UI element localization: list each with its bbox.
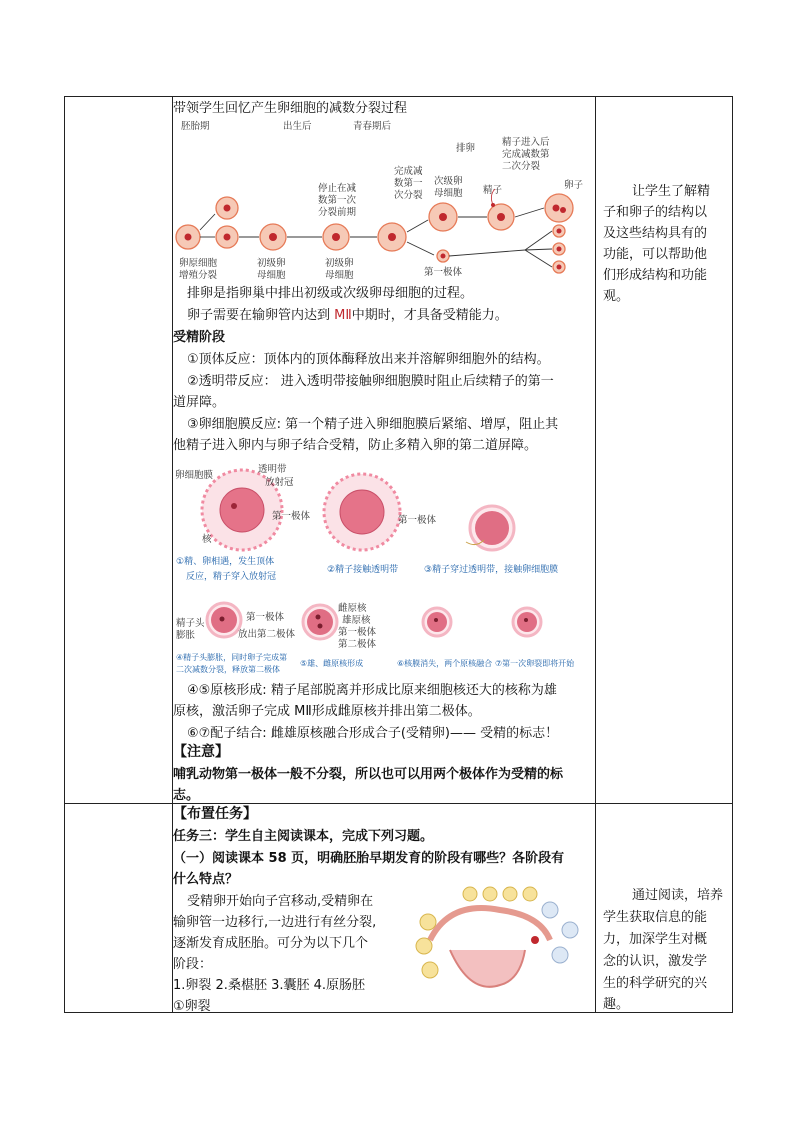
stage-embryo: 胚胎期 — [181, 121, 210, 132]
caption-3: ③精子穿过透明带，接触卵细胞膜 — [424, 565, 559, 575]
label-nucleus: 核 — [202, 534, 212, 545]
caption-1b: 反应，精子穿入放射冠 — [186, 572, 277, 582]
label-release: 放出第二极体 — [238, 629, 296, 640]
ovulation-text: 排卵是指卵巢中排出初级或次级卵母细胞的过程。 — [187, 286, 474, 301]
step3-text-b: 他精子进入卵内与卵子结合受精，防止多精入卵的第二道屏障。 — [173, 438, 538, 453]
caption-6: ⑥核膜消失，两个原核融合 — [397, 659, 493, 668]
stage-puberty: 青春期后 — [353, 121, 392, 132]
stages-list: 1.卵裂 2.桑椹胚 3.囊胚 4.原肠胚 — [173, 978, 366, 993]
label-zona: 透明带 — [258, 464, 287, 475]
objective2-line3: 力，加深学生对概 — [603, 932, 708, 947]
question1-a: （一）阅读课本 58 页，明确胚胎早期发育的阶段有哪些？各阶段有 — [173, 851, 565, 866]
egg-text-pre: 卵子需要在输卵管内达到 — [187, 308, 335, 323]
intro-text: 带领学生回忆产生卵细胞的减数分裂过程 — [173, 101, 408, 116]
caption-2: ②精子接触透明带 — [327, 565, 399, 575]
objective1-line6: 观。 — [603, 289, 630, 304]
step2-text-a: ②透明带反应： 进入透明带接触卵细胞膜时阻止后续精子的第一 — [187, 374, 554, 389]
step45-text-b: 原核，激活卵子完成 MⅡ形成雌原核并排出第二极体。 — [173, 704, 481, 719]
label-egg: 卵子 — [564, 180, 584, 191]
label-oogonia-2: 增殖分裂 — [179, 270, 218, 281]
label-sperm-head-2: 膨胀 — [176, 630, 196, 641]
objective1-line2: 子和卵子的结构以 — [603, 205, 708, 220]
paragraph-line1: 受精卵开始向子宫移动,受精卵在 — [187, 894, 374, 909]
egg-capacity-text — [187, 305, 508, 326]
label-ovulation: 排卵 — [456, 143, 476, 154]
label-primary2-1: 初级卵 — [325, 258, 354, 269]
stage-after-birth: 出生后 — [283, 121, 312, 132]
label-primary-1: 初级卵 — [257, 258, 286, 269]
label-polar1: 第一极体 — [272, 511, 311, 522]
step1-text: ①顶体反应：顶体内的顶体酶释放出来并溶解卵细胞外的结构。 — [187, 352, 550, 367]
label-secondary-2: 母细胞 — [434, 188, 463, 199]
objective2-line4: 念的认识，激发学 — [603, 954, 708, 969]
step67-text: ⑥⑦配子结合: 雌雄原核融合形成合子(受精卵)—— 受精的标志！ — [187, 726, 559, 741]
task-title: 【布置任务】 — [173, 806, 257, 822]
label-polar-body: 第一极体 — [424, 267, 463, 278]
caption-5: ⑤雄、雌原核形成 — [300, 659, 364, 668]
egg-text-highlight: MⅡ — [334, 308, 352, 323]
caption-1a: ①精、卵相遇，发生顶体 — [176, 557, 275, 567]
label-complete-1: 完成减 — [394, 166, 423, 177]
label-sperm-head-1: 精子头 — [176, 618, 205, 629]
paragraph-line3: 逐渐发育成胚胎。可分为以下几个 — [173, 936, 369, 951]
objective2-line1: 通过阅读，培养 — [632, 888, 724, 903]
label-sperm: 精子 — [483, 185, 503, 196]
column-divider-2 — [595, 97, 596, 1012]
caption-4b: 二次减数分裂，释放第二极体 — [176, 665, 280, 674]
step3-text-a: ③卵细胞膜反应: 第一个精子进入卵细胞膜后紧缩、增厚，阻止其 — [187, 417, 559, 432]
caption-7: ⑦第一次卵裂即将开始 — [495, 659, 575, 668]
label-male: 雄原核 — [342, 615, 371, 626]
question1-b: 什么特点？ — [173, 872, 239, 887]
label-primary-2: 母细胞 — [257, 270, 286, 281]
label-polar2: 第一极体 — [398, 515, 437, 526]
label-stop-3: 分裂前期 — [318, 207, 357, 218]
objective1-line4: 功能，可以帮助他 — [603, 247, 708, 262]
objective1-line1: 让学生了解精 — [632, 184, 711, 199]
label-primary2-2: 母细胞 — [325, 270, 354, 281]
step2-text-b: 道屏障。 — [173, 395, 226, 410]
row-divider — [65, 803, 732, 804]
note-text-a: 哺乳动物第一极体一般不分裂，所以也可以用两个极体作为受精的标 — [173, 767, 564, 782]
label-polar5: 第二极体 — [338, 639, 377, 650]
label-sperm-enter-1: 精子进入后 — [502, 137, 550, 148]
label-corona: 放射冠 — [265, 477, 294, 488]
embryo-development-figure — [410, 880, 585, 1000]
label-polar4: 第一极体 — [338, 627, 377, 638]
label-membrane: 卵细胞膜 — [175, 470, 214, 481]
objective2-line5: 生的科学研究的兴 — [603, 976, 708, 991]
paragraph-line2: 输卵管一边移行,一边进行有丝分裂, — [173, 915, 377, 930]
task3-text: 任务三：学生自主阅读课本，完成下列习题。 — [173, 829, 434, 844]
label-complete-3: 次分裂 — [394, 190, 423, 201]
objective1-line5: 们形成结构和功能 — [603, 268, 708, 283]
label-oogonia-1: 卵原细胞 — [179, 258, 218, 269]
fertilization-title: 受精阶段 — [173, 330, 226, 345]
egg-text-post: 中期时，才具备受精能力。 — [351, 308, 508, 323]
paragraph-line4: 阶段： — [173, 957, 213, 972]
label-polar3: 第一极体 — [246, 612, 285, 623]
step45-text-a: ④⑤原核形成: 精子尾部脱离并形成比原来细胞核还大的核称为雄 — [187, 683, 557, 698]
note-text-b: 志。 — [173, 788, 200, 803]
cleavage-heading: ①卵裂 — [173, 999, 211, 1014]
objective2-line2: 学生获取信息的能 — [603, 910, 708, 925]
label-stop-2: 数第一次 — [318, 195, 357, 206]
caption-4a: ④精子头膨胀，同时卵子完成第 — [176, 653, 288, 662]
label-secondary-1: 次级卵 — [434, 176, 463, 187]
note-title: 【注意】 — [173, 744, 229, 760]
objective2-line6: 趣。 — [603, 997, 630, 1012]
label-female: 雌原核 — [338, 603, 367, 614]
label-complete-2: 数第一 — [394, 178, 423, 189]
objective1-line3: 及这些结构具有的 — [603, 226, 708, 241]
label-sperm-enter-3: 二次分裂 — [502, 161, 541, 172]
label-stop-1: 停止在减 — [318, 183, 357, 194]
label-sperm-enter-2: 完成减数第 — [502, 149, 550, 160]
